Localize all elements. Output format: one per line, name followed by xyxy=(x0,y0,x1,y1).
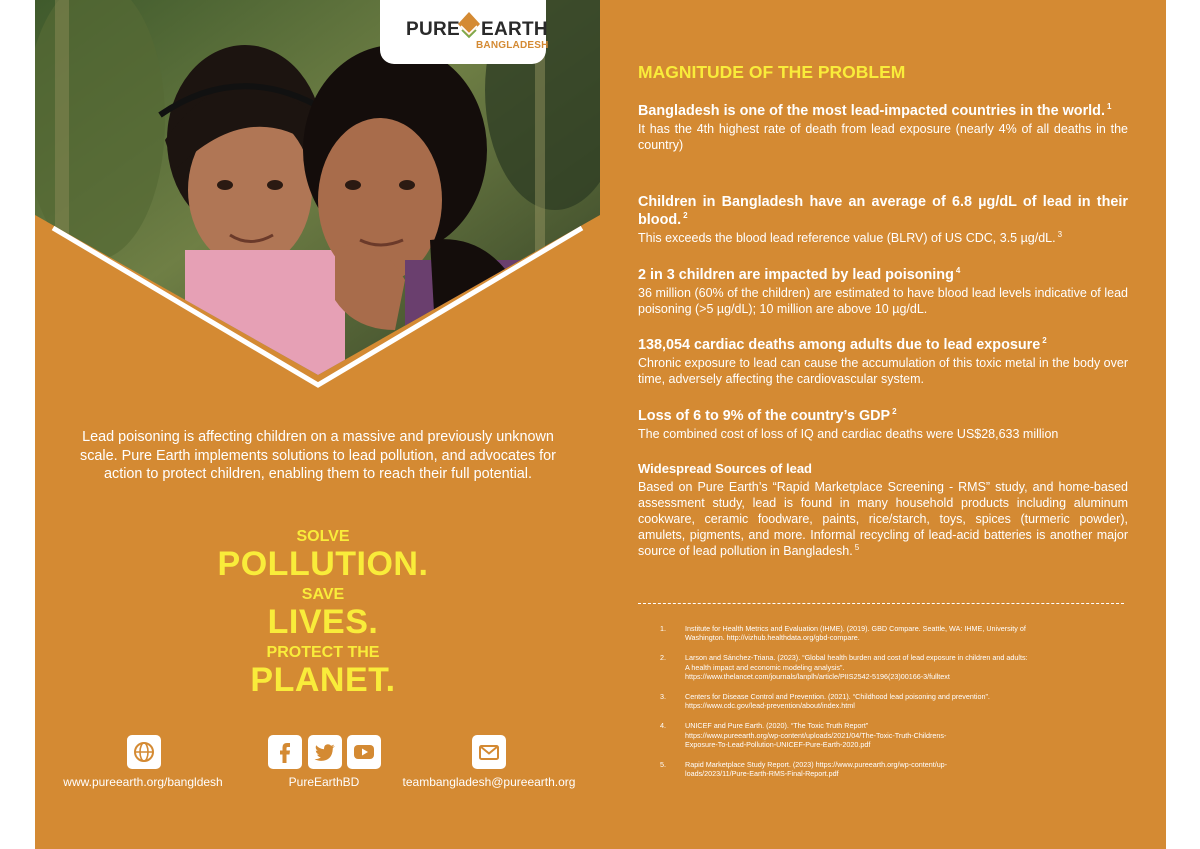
slogan-line-planet: PLANET. xyxy=(250,661,396,699)
fact-children-impacted xyxy=(638,266,1128,317)
fact-heading: 2 in 3 children are impacted by lead poisoning $^4$ xyxy=(638,266,961,283)
fact-heading: Children in Bangladesh have an average of 6.8 µg/dL of lead in their blood. $^2$ xyxy=(638,194,1128,228)
fact-body: 36 million (60% of the children) are estimated to have blood lead levels indicative of lead poisoning (>5 µg/dL); 10 million are above 10 µg/dL. xyxy=(638,286,1128,316)
fact-body: The combined cost of loss of IQ and cardiac deaths were US$28,633 million xyxy=(638,427,1059,441)
pure-earth-logo xyxy=(380,0,549,64)
dashed-divider xyxy=(638,603,1124,604)
reference-item: 2. Larson and Sánchez-Triana. (2023). “Global health burden and cost of lead exposure in children and adults: A health impact and economic modeling analysis”. https://www.thelancet.com/journals/lanplh/article/PIIS2542-5196(23)00166-3/fulltext xyxy=(660,653,1028,681)
slogan-line-lives: LIVES. xyxy=(267,603,379,641)
reference-item: 4. UNICEF and Pure Earth. (2020). “The Toxic Truth Report” https://www.pureearth.org/wp-content/uploads/2021/04/The-Toxic-Truth-Childrens- Exposure-To-Lead-Pollution-UNICEF-Pure-Earth-2020.pdf xyxy=(660,721,947,749)
reference-item: 3. Centers for Disease Control and Prevention. (2021). “Childhood lead poisoning and prevention”. https://www.cdc.gov/lead-prevention/about/index.html xyxy=(660,692,990,711)
social-handle[interactable]: PureEarthBD xyxy=(288,775,360,789)
fact-cardiac-deaths xyxy=(638,336,1128,387)
twitter-icon[interactable] xyxy=(308,735,342,769)
fact-lead-impacted xyxy=(638,102,1128,153)
youtube-icon[interactable] xyxy=(347,735,381,769)
slogan-line-pollution: POLLUTION. xyxy=(217,545,429,583)
fact-body: Based on Pure Earth’s “Rapid Marketplace Screening - RMS” study, and home-based assessment study, lead is found in many household products including aluminum cookware, ceramic foodware, paints, rice/starch, toys, spices (turmeric powder), amulets, pigments, and more. Informal recycling of lead-acid batteries is another major source of lead pollution in Bangladesh. $^5$ xyxy=(638,480,1128,558)
slogan-line-solve: SOLVE xyxy=(296,528,350,545)
fact-gdp-loss xyxy=(638,407,1128,442)
logo-word-earth: EARTH xyxy=(481,19,548,40)
fact-body: It has the 4th highest rate of death from lead exposure (nearly 4% of all deaths in the country) xyxy=(638,122,1128,152)
facebook-icon[interactable] xyxy=(268,735,302,769)
fact-heading: Loss of 6 to 9% of the country’s GDP $^2$ xyxy=(638,407,897,424)
reference-item: 5. Rapid Marketplace Study Report. (2023) https://www.pureearth.org/wp-content/up- loads/2023/11/Pure-Earth-RMS-Final-Report.pdf xyxy=(660,760,948,779)
logo-subtitle: BANGLADESH xyxy=(476,40,549,51)
section-title: MAGNITUDE OF THE PROBLEM xyxy=(638,62,906,82)
references-list xyxy=(660,624,1120,789)
fact-heading: Widespread Sources of lead xyxy=(638,461,812,476)
fact-sources-of-lead xyxy=(638,460,1128,559)
fact-body: Chronic exposure to lead can cause the accumulation of this toxic metal in the body over time, adversely affecting the cardiovascular system. xyxy=(638,356,1128,386)
slogan-line-save: SAVE xyxy=(301,586,345,603)
fact-blood-lead-average xyxy=(638,193,1128,246)
slogan xyxy=(203,528,443,698)
fact-heading: 138,054 cardiac deaths among adults due to lead exposure $^2$ xyxy=(638,336,1047,353)
email-link[interactable]: teambangladesh@pureearth.org xyxy=(402,775,576,789)
web-icon[interactable] xyxy=(127,735,161,769)
slogan-line-protect: PROTECT THE xyxy=(266,644,380,661)
website-link[interactable]: www.pureearth.org/bangldesh xyxy=(63,775,223,789)
fact-heading: Bangladesh is one of the most lead-impacted countries in the world. $^1$ xyxy=(638,102,1112,119)
fact-body: This exceeds the blood lead reference value (BLRV) of US CDC, 3.5 µg/dL. $^3$ xyxy=(638,229,1063,245)
logo-word-pure: PURE xyxy=(406,19,460,40)
intro-paragraph: Lead poisoning is affecting children on a massive and previously unknown scale. Pure Earth implements solutions to lead pollution, and advocates for action to protect children, enabling them to reach their full potential. xyxy=(80,429,556,482)
email-icon[interactable] xyxy=(472,735,506,769)
reference-item: 1. Institute for Health Metrics and Evaluation (IHME). (2019). GBD Compare. Seattle, WA: IHME, University of Washington. http://vizhub.healthdata.org/gbd-compare. xyxy=(660,624,1026,643)
